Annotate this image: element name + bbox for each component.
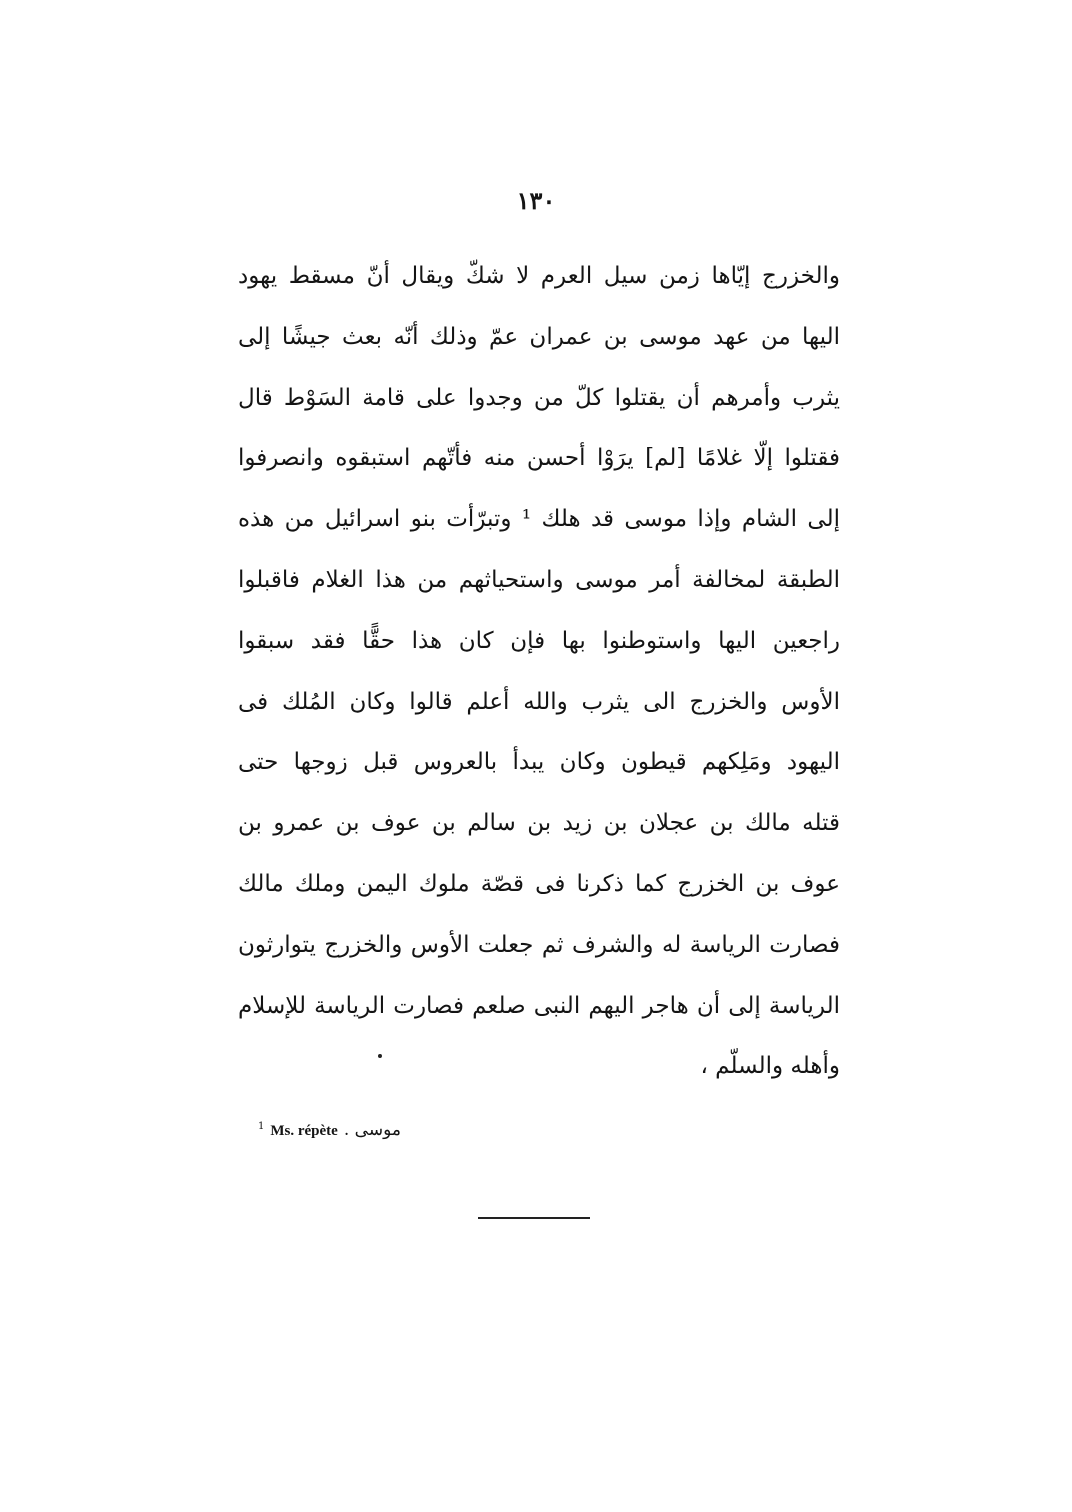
text-line: اليها من عهد موسى بن عمران عمّ وذلك أنّه بعث جيشًا إلى bbox=[238, 323, 840, 350]
arabic-body-text bbox=[238, 246, 840, 1097]
stray-dot bbox=[378, 1054, 382, 1058]
text-line: الأوس والخزرج الى يثرب والله أعلم قالوا وكان المُلك فى bbox=[238, 688, 840, 715]
footnote-arabic-text: موسى . bbox=[343, 1120, 401, 1140]
text-line: فصارت الرياسة له والشرف ثم جعلت الأوس والخزرج يتوارثون bbox=[238, 931, 840, 958]
text-line: اليهود ومَلِكهم قيطون وكان يبدأ بالعروس قبل زوجها حتى bbox=[238, 749, 840, 776]
text-line: الرياسة إلى أن هاجر اليهم النبى صلعم فصارت الرياسة للإسلام bbox=[238, 992, 840, 1019]
page-number: ١٣٠ bbox=[516, 186, 556, 215]
footnote bbox=[258, 1120, 558, 1140]
text-line: راجعين اليها واستوطنوا بها فإن كان هذا حقًّا فقد سبقوا bbox=[238, 627, 840, 654]
text-line: إلى الشام وإذا موسى قد هلك ¹ وتبرّأت بنو اسرائيل من هذه bbox=[238, 506, 840, 533]
text-line: فقتلوا إلّا غلامًا [لم] يرَوْا أحسن منه فأتّهم استبقوه وانصرفوا bbox=[238, 445, 840, 472]
text-line: والخزرج إيّاها زمن سيل العرم لا شكّ ويقال أنّ مسقط يهود bbox=[238, 263, 840, 289]
end-rule bbox=[478, 1217, 590, 1219]
footnote-marker: 1 bbox=[258, 1120, 265, 1132]
text-line: قتله مالك بن عجلان بن زيد بن سالم بن عوف بن عمرو بن bbox=[238, 810, 840, 837]
text-line: عوف بن الخزرج كما ذكرنا فى قصّة ملوك اليمن وملك مالك bbox=[238, 870, 840, 897]
text-line-last: وأهله والسلّم ، bbox=[700, 1053, 840, 1080]
text-line: يثرب وأمرهم أن يقتلوا كلّ من وجدوا على قامة السَوْط قال bbox=[238, 384, 840, 411]
text-line: الطبقة لمخالفة أمر موسى واستحياثهم من هذا الغلام فاقبلوا bbox=[238, 566, 840, 593]
footnote-latin-text: Ms. répète bbox=[270, 1123, 338, 1139]
